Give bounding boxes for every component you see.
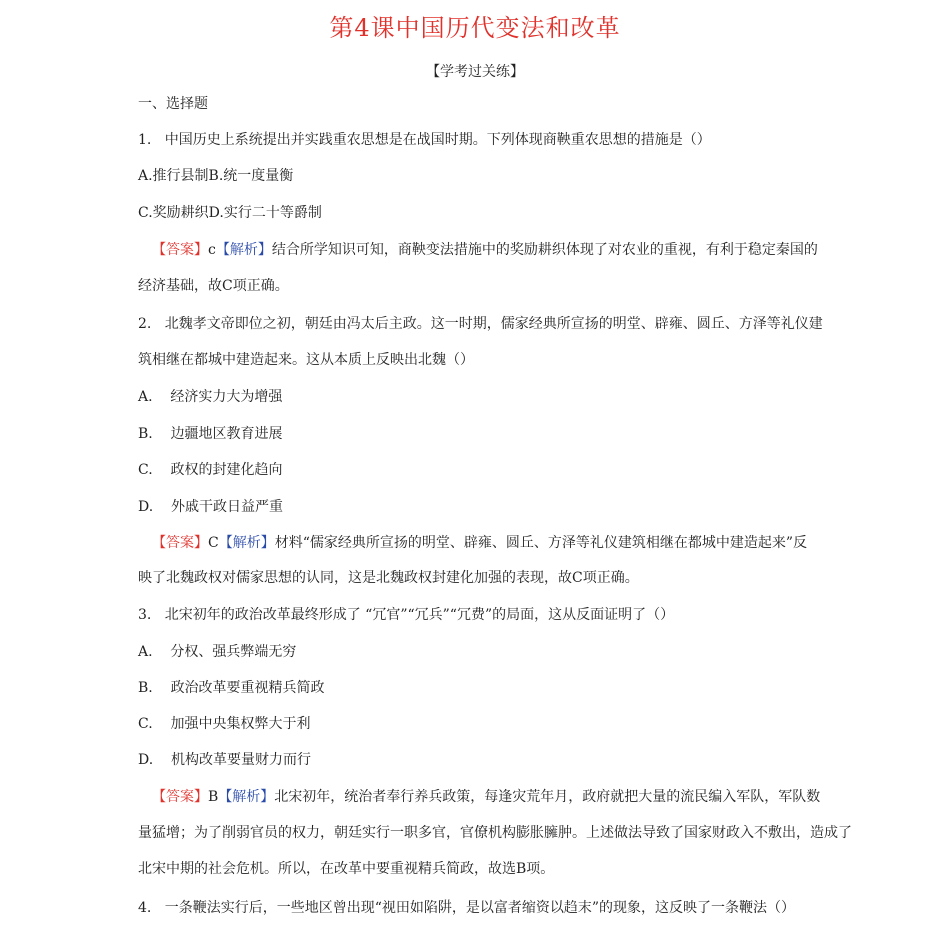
answer-tag: 【答案】 (152, 535, 208, 551)
question-2-continued: 筑相继在都城中建造起来。这从本质上反映出北魏（） (138, 352, 474, 368)
question-number: 2. (138, 316, 152, 332)
option-text: 政治改革要重视精兵简政 (170, 680, 325, 696)
question-stem: 北魏孝文帝即位之初，朝廷由冯太后主政。这一时期，儒家经典所宣扬的明堂、辟雍、圆丘、方泽等礼仪建 (164, 316, 823, 332)
option-letter: B. (138, 680, 153, 696)
option-letter: D. (138, 752, 154, 768)
option-letter: A. (138, 389, 153, 405)
q2-option-c (138, 460, 282, 480)
question-stem: 一条鞭法实行后，一些地区曾出现“视田如陷阱，是以富者缩资以趋末”的现象，这反映了一条鞭法（） (164, 900, 796, 916)
q3-option-a (138, 642, 296, 662)
answer-value: c (208, 242, 216, 258)
document-subtitle: 【学考过关练】 (426, 64, 524, 80)
option-text: 机构改革要量财力而行 (171, 752, 311, 768)
question-1 (138, 130, 711, 150)
question-4 (138, 898, 795, 918)
option-letter: C. (138, 462, 153, 478)
answer-value: B (208, 789, 219, 805)
q3-analysis-continued-2: 北宋中期的社会危机。所以，在改革中要重视精兵简政，故选B项。 (138, 861, 555, 877)
answer-tag: 【答案】 (152, 242, 208, 258)
question-number: 3. (138, 607, 152, 623)
q2-option-a (138, 387, 282, 407)
analysis-text: 北宋初年，统治者奉行养兵政策，每逢灾荒年月，政府就把大量的流民编入军队，军队数 (274, 789, 821, 805)
q3-option-b (138, 678, 325, 698)
answer-tag: 【答案】 (152, 789, 208, 805)
question-stem: 北宋初年的政治改革最终形成了 “冗官”“冗兵”“冗费”的局面，这从反面证明了（） (164, 607, 675, 623)
q1-options-ab: A.推行县制B.统一度量衡 (138, 168, 294, 184)
option-letter: D. (138, 499, 154, 515)
question-number: 1. (138, 132, 152, 148)
option-text: 分权、强兵弊端无穷 (170, 644, 297, 660)
question-2 (138, 314, 823, 334)
q3-option-d (138, 750, 311, 770)
question-number: 4. (138, 900, 152, 916)
analysis-text: 结合所学知识可知，商鞅变法措施中的奖励耕织体现了对农业的重视，有利于稳定秦国的 (271, 242, 818, 258)
option-letter: A. (138, 644, 153, 660)
document-title: 第4课中国历代变法和改革 (329, 14, 621, 42)
q1-analysis-continued: 经济基础，故C项正确。 (138, 278, 289, 294)
option-text: 外戚干政日益严重 (171, 499, 283, 515)
option-letter: B. (138, 426, 153, 442)
q3-option-c (138, 714, 310, 734)
q2-analysis-continued: 映了北魏政权对儒家思想的认同，这是北魏政权封建化加强的表现，故C项正确。 (138, 570, 639, 586)
q2-option-d (138, 497, 283, 517)
q3-answer-line (152, 787, 820, 807)
analysis-tag: 【解析】 (215, 242, 272, 258)
q2-option-b (138, 424, 283, 444)
q1-options-cd: C.奖励耕织D.实行二十等爵制 (138, 205, 322, 221)
question-3 (138, 605, 674, 625)
analysis-tag: 【解析】 (218, 535, 275, 551)
q3-analysis-continued-1: 量猛增；为了削弱官员的权力，朝廷实行一职多官，官僚机构膨胀臃肿。上述做法导致了国家财政入不敷出，造成了 (138, 825, 852, 841)
analysis-text: 材料“儒家经典所宣扬的明堂、辟雍、圆丘、方泽等礼仪建筑相继在都城中建造起来”反 (274, 535, 808, 551)
question-stem: 中国历史上系统提出并实践重农思想是在战国时期。下列体现商鞅重农思想的措施是（） (164, 132, 711, 148)
option-text: 政权的封建化趋向 (170, 462, 283, 478)
answer-value: C (208, 535, 219, 551)
option-text: 边疆地区教育进展 (170, 426, 283, 442)
analysis-tag: 【解析】 (218, 789, 275, 805)
option-text: 加强中央集权弊大于利 (170, 716, 311, 732)
option-text: 经济实力大为增强 (170, 389, 283, 405)
section-heading: 一、选择题 (138, 96, 208, 112)
option-letter: C. (138, 716, 153, 732)
q1-answer-line (152, 240, 818, 260)
q2-answer-line (152, 533, 807, 553)
